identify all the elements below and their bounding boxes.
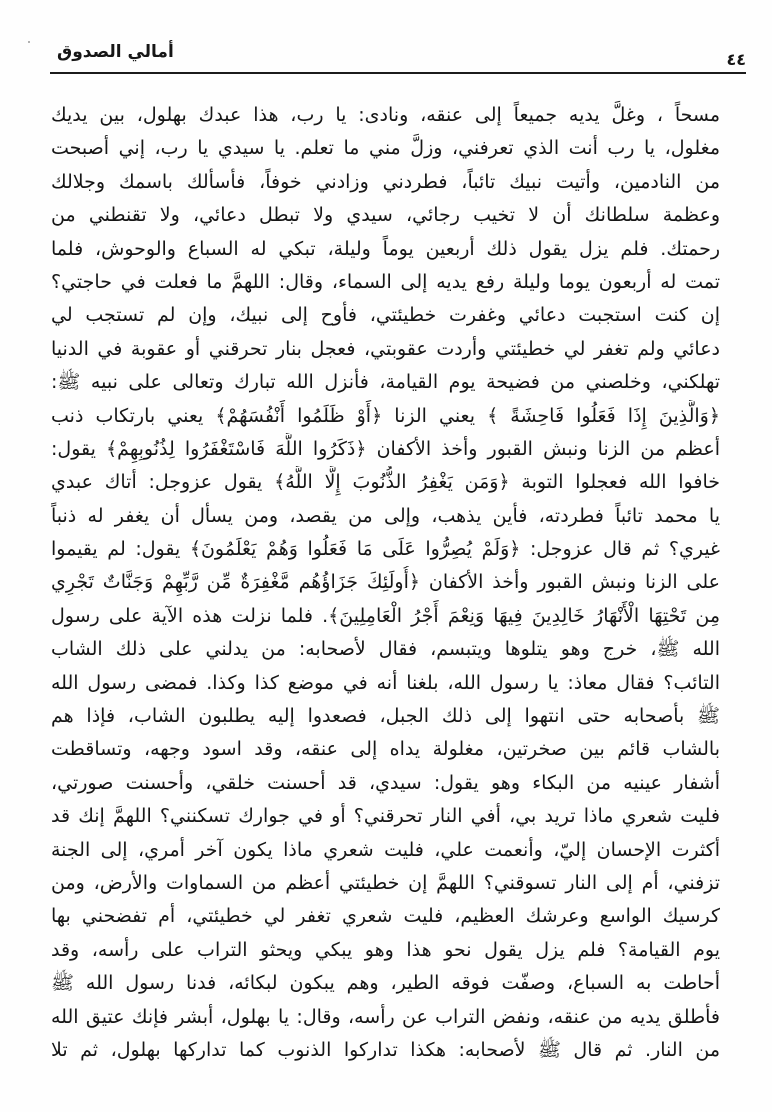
text-body xyxy=(51,99,720,1067)
text-line: غيري؟ ثم قال عزوجل: ﴿وَلَمْ يُصِرُّوا عَلَى مَا فَعَلُوا وَهُمْ يَعْلَمُونَ﴾ يقول: لم يقيموا xyxy=(51,538,720,561)
text-line: من النادمين، وأتيت نبيك تائباً، فطردني وزادني خوفاً، فأسألك باسمك وجلالك xyxy=(51,170,720,193)
text-line: أحاطت به السباع، وصفّت فوقه الطير، وهم يبكون لبكائه، فدنا رسول الله ﷺ xyxy=(51,972,720,995)
text-line: يا محمد تائباً فطردته، فأين يذهب، وإلى من يقصد، ومن يسأل أن يغفر له ذنباً xyxy=(51,504,720,527)
running-header-book-title: أمالي الصدوق xyxy=(57,42,174,62)
text-line: إن كنت استجبت دعائي وغفرت خطيئتي، فأوح إلى نبيك، وإن لم تستجب لي xyxy=(51,304,720,327)
header-divider-rule xyxy=(50,72,746,74)
text-line: خافوا الله فعجلوا التوبة ﴿وَمَن يَغْفِرُ الذُّنُوبَ إِلَّا اللَّهُ﴾ يقول عزوجل: أتاك عبدي xyxy=(51,471,720,494)
text-line: يوم القيامة؟ فلم يزل يقول نحو هذا وهو يبكي ويحثو التراب على رأسه، وقد xyxy=(51,938,720,961)
text-line: دعائي ولم تغفر لي خطيئتي وأردت عقوبتي، فعجل بنار تحرقني أو عقوبة في الدنيا xyxy=(51,337,720,360)
text-line: مغلول، يا رب أنت الذي تعرفني، وزلَّ مني ما تعلم. يا سيدي يا رب، إني أصبحت xyxy=(51,137,720,160)
text-line: أشفار عينيه من البكاء وهو يقول: سيدي، قد أحسنت خلقي، وأحسنت صورتي، xyxy=(51,771,720,794)
text-line: كرسيك الواسع وعرشك العظيم، فليت شعري تغفر لي خطيئتي، أم تفضحني بها xyxy=(51,905,720,928)
text-line: أعظم من الزنا ونبش القبور وأخذ الأكفان ﴿ذَكَرُوا اللَّهَ فَاسْتَغْفَرُوا لِذُنُوبِهِمْ﴾ يقول: xyxy=(51,437,720,460)
scan-artifact-dot xyxy=(28,41,30,43)
text-line: ﴿وَالَّذِينَ إِذَا فَعَلُوا فَاحِشَةً ﴾ يعني الزنا ﴿أَوْ ظَلَمُوا أَنْفُسَهُمْ﴾ يعني بارتكاب ذنب xyxy=(51,404,720,427)
text-line: مِن تَحْتِهَا الْأَنْهَارُ خَالِدِينَ فِيهَا وَنِعْمَ أَجْرُ الْعَامِلِينَ﴾. فلما نزلت هذه الآية على رسول xyxy=(51,604,720,627)
text-line: بالشاب قائم بين صخرتين، مغلولة يداه إلى عنقه، وقد اسود وجهه، وتساقطت xyxy=(51,738,720,761)
text-line: فليت شعري ماذا تريد بي، أفي النار تحرقني؟ أو في جوارك تسكنني؟ اللهمَّ إنك قد xyxy=(51,805,720,828)
page-number: ٤٤ xyxy=(726,50,746,69)
text-line: أكثرت الإحسان إليّ، وأنعمت علي، فليت شعري ماذا يكون آخر أمري، إلى الجنة xyxy=(51,838,720,861)
text-line: ﷺ بأصحابه حتى انتهوا إلى ذلك الجبل، فصعدوا إليه يطلبون الشاب، فإذا هم xyxy=(51,705,720,728)
text-line: فأطلق يديه من عنقه، ونفض التراب عن رأسه، وقال: يا بهلول، أبشر فإنك عتيق الله xyxy=(51,1005,720,1028)
text-line: مسحاً ، وغلَّ يديه جميعاً إلى عنقه، ونادى: يا رب، هذا عبدك بهلول، بين يديك xyxy=(51,104,720,126)
text-line: رحمتك. فلم يزل يقول ذلك أربعين يوماً وليلة، تبكي له السباع والوحوش، فلما xyxy=(51,237,720,260)
text-line: التائب؟ فقال معاذ: يا رسول الله، بلغنا أنه في موضع كذا وكذا. فمضى رسول الله xyxy=(51,671,720,694)
text-line: تزفني، أم إلى النار تسوقني؟ اللهمَّ إن خطيئتي أعظم من السماوات والأرض، ومن xyxy=(51,871,720,894)
text-line: تهلكني، وخلصني من فضيحة يوم القيامة، فأنزل الله تبارك وتعالى على نبيه ﷺ: xyxy=(51,371,720,394)
text-line: من النار. ثم قال ﷺ لأصحابه: هكذا تداركوا الذنوب كما تداركها بهلول، ثم تلا xyxy=(51,1038,720,1061)
text-line: تمت له أربعون يوما وليلة رفع يديه إلى السماء، وقال: اللهمَّ ما فعلت في حاجتي؟ xyxy=(51,270,720,293)
text-line: على الزنا ونبش القبور وأخذ الأكفان ﴿أُولَئِكَ جَزَاؤُهُم مَّغْفِرَةٌ مِّن رَّبِّهِمْ وَجَنَّاتٌ تَجْرِي xyxy=(51,571,720,594)
text-line: وعظمة سلطانك أن لا تخيب رجائي، سيدي ولا تبطل دعائي، ولا تقنطني من xyxy=(51,204,720,227)
text-line: الله ﷺ، خرج وهو يتلوها ويتبسم، فقال لأصحابه: من يدلني على ذلك الشاب xyxy=(51,638,720,661)
